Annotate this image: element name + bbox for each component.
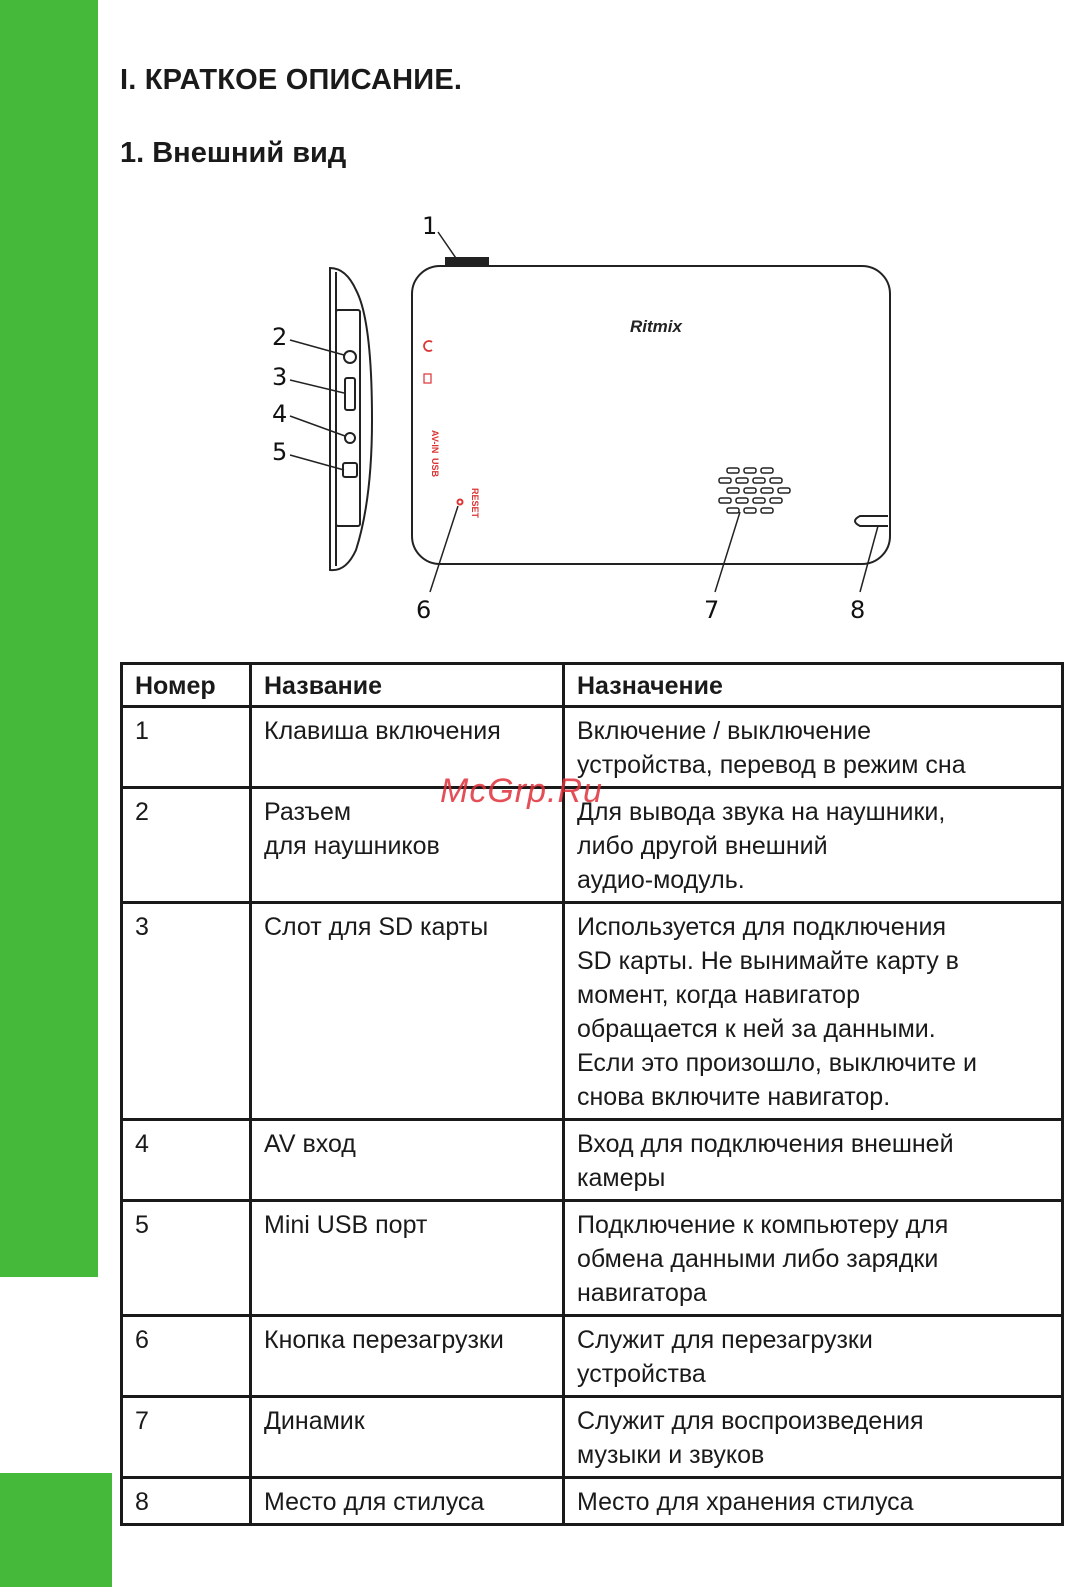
row-number: 1 xyxy=(122,707,251,788)
callout-6: 6 xyxy=(416,596,432,624)
headphone-mark-icon xyxy=(424,341,432,351)
header-number: Номер xyxy=(122,664,251,707)
callout-2: 2 xyxy=(272,323,288,351)
green-side-bar xyxy=(0,0,98,1277)
green-side-bar-bottom xyxy=(0,1473,112,1587)
row-name: Клавиша включения xyxy=(251,707,564,788)
row-name: Место для стилуса xyxy=(251,1478,564,1525)
row-name: Динамик xyxy=(251,1397,564,1478)
table-row xyxy=(122,1478,1063,1525)
row-name: Разъем для наушников xyxy=(251,788,564,903)
section-title: I. КРАТКОЕ ОПИСАНИЕ. xyxy=(120,64,463,96)
row-purpose: Место для хранения стилуса xyxy=(564,1478,1063,1525)
table-row xyxy=(122,903,1063,1120)
row-number: 2 xyxy=(122,788,251,903)
row-purpose: Служит для перезагрузки устройства xyxy=(564,1316,1063,1397)
port-markings xyxy=(424,341,480,519)
row-number: 5 xyxy=(122,1201,251,1316)
row-number: 3 xyxy=(122,903,251,1120)
device-back-view xyxy=(412,258,890,564)
callout-5: 5 xyxy=(272,438,288,466)
callout-4: 4 xyxy=(272,400,288,428)
row-number: 7 xyxy=(122,1397,251,1478)
table-row xyxy=(122,1201,1063,1316)
brand-logo: Ritmix xyxy=(630,317,682,336)
sd-mark-icon xyxy=(424,374,431,383)
reset-label: RESET xyxy=(470,488,480,519)
row-name: Слот для SD карты xyxy=(251,903,564,1120)
subsection-title: 1. Внешний вид xyxy=(120,137,347,169)
table-row xyxy=(122,1316,1063,1397)
device-side-view xyxy=(330,268,372,570)
row-name: AV вход xyxy=(251,1120,564,1201)
row-purpose: Вход для подключения внешней камеры xyxy=(564,1120,1063,1201)
row-purpose: Включение / выключение устройства, перевод в режим сна xyxy=(564,707,1063,788)
row-number: 8 xyxy=(122,1478,251,1525)
row-name: Mini USB порт xyxy=(251,1201,564,1316)
row-purpose: Подключение к компьютеру для обмена данными либо зарядки навигатора xyxy=(564,1201,1063,1316)
speaker-grille-icon xyxy=(719,468,790,513)
table-row xyxy=(122,1120,1063,1201)
av-in-label: AV-IN xyxy=(430,430,440,454)
row-purpose: Служит для воспроизведения музыки и звуков xyxy=(564,1397,1063,1478)
usb-label: USB xyxy=(430,458,440,478)
callout-1: 1 xyxy=(422,212,438,240)
row-purpose: Для вывода звука на наушники, либо другой внешний аудио-модуль. xyxy=(564,788,1063,903)
watermark: McGrp.Ru xyxy=(440,772,603,810)
callout-lines xyxy=(290,232,878,592)
table-header-row xyxy=(122,664,1063,707)
row-purpose: Используется для подключения SD карты. Не вынимайте карту в момент, когда навигатор обращается к ней за данными. Если это произошло, выключите и снова включите навигатор. xyxy=(564,903,1063,1120)
row-name: Кнопка перезагрузки xyxy=(251,1316,564,1397)
row-number: 6 xyxy=(122,1316,251,1397)
header-name: Название xyxy=(251,664,564,707)
device-diagram xyxy=(260,200,920,640)
callout-8: 8 xyxy=(850,596,866,624)
table-row xyxy=(122,1397,1063,1478)
callout-7: 7 xyxy=(704,596,720,624)
callout-3: 3 xyxy=(272,363,288,391)
header-purpose: Назначение xyxy=(564,664,1063,707)
row-number: 4 xyxy=(122,1120,251,1201)
